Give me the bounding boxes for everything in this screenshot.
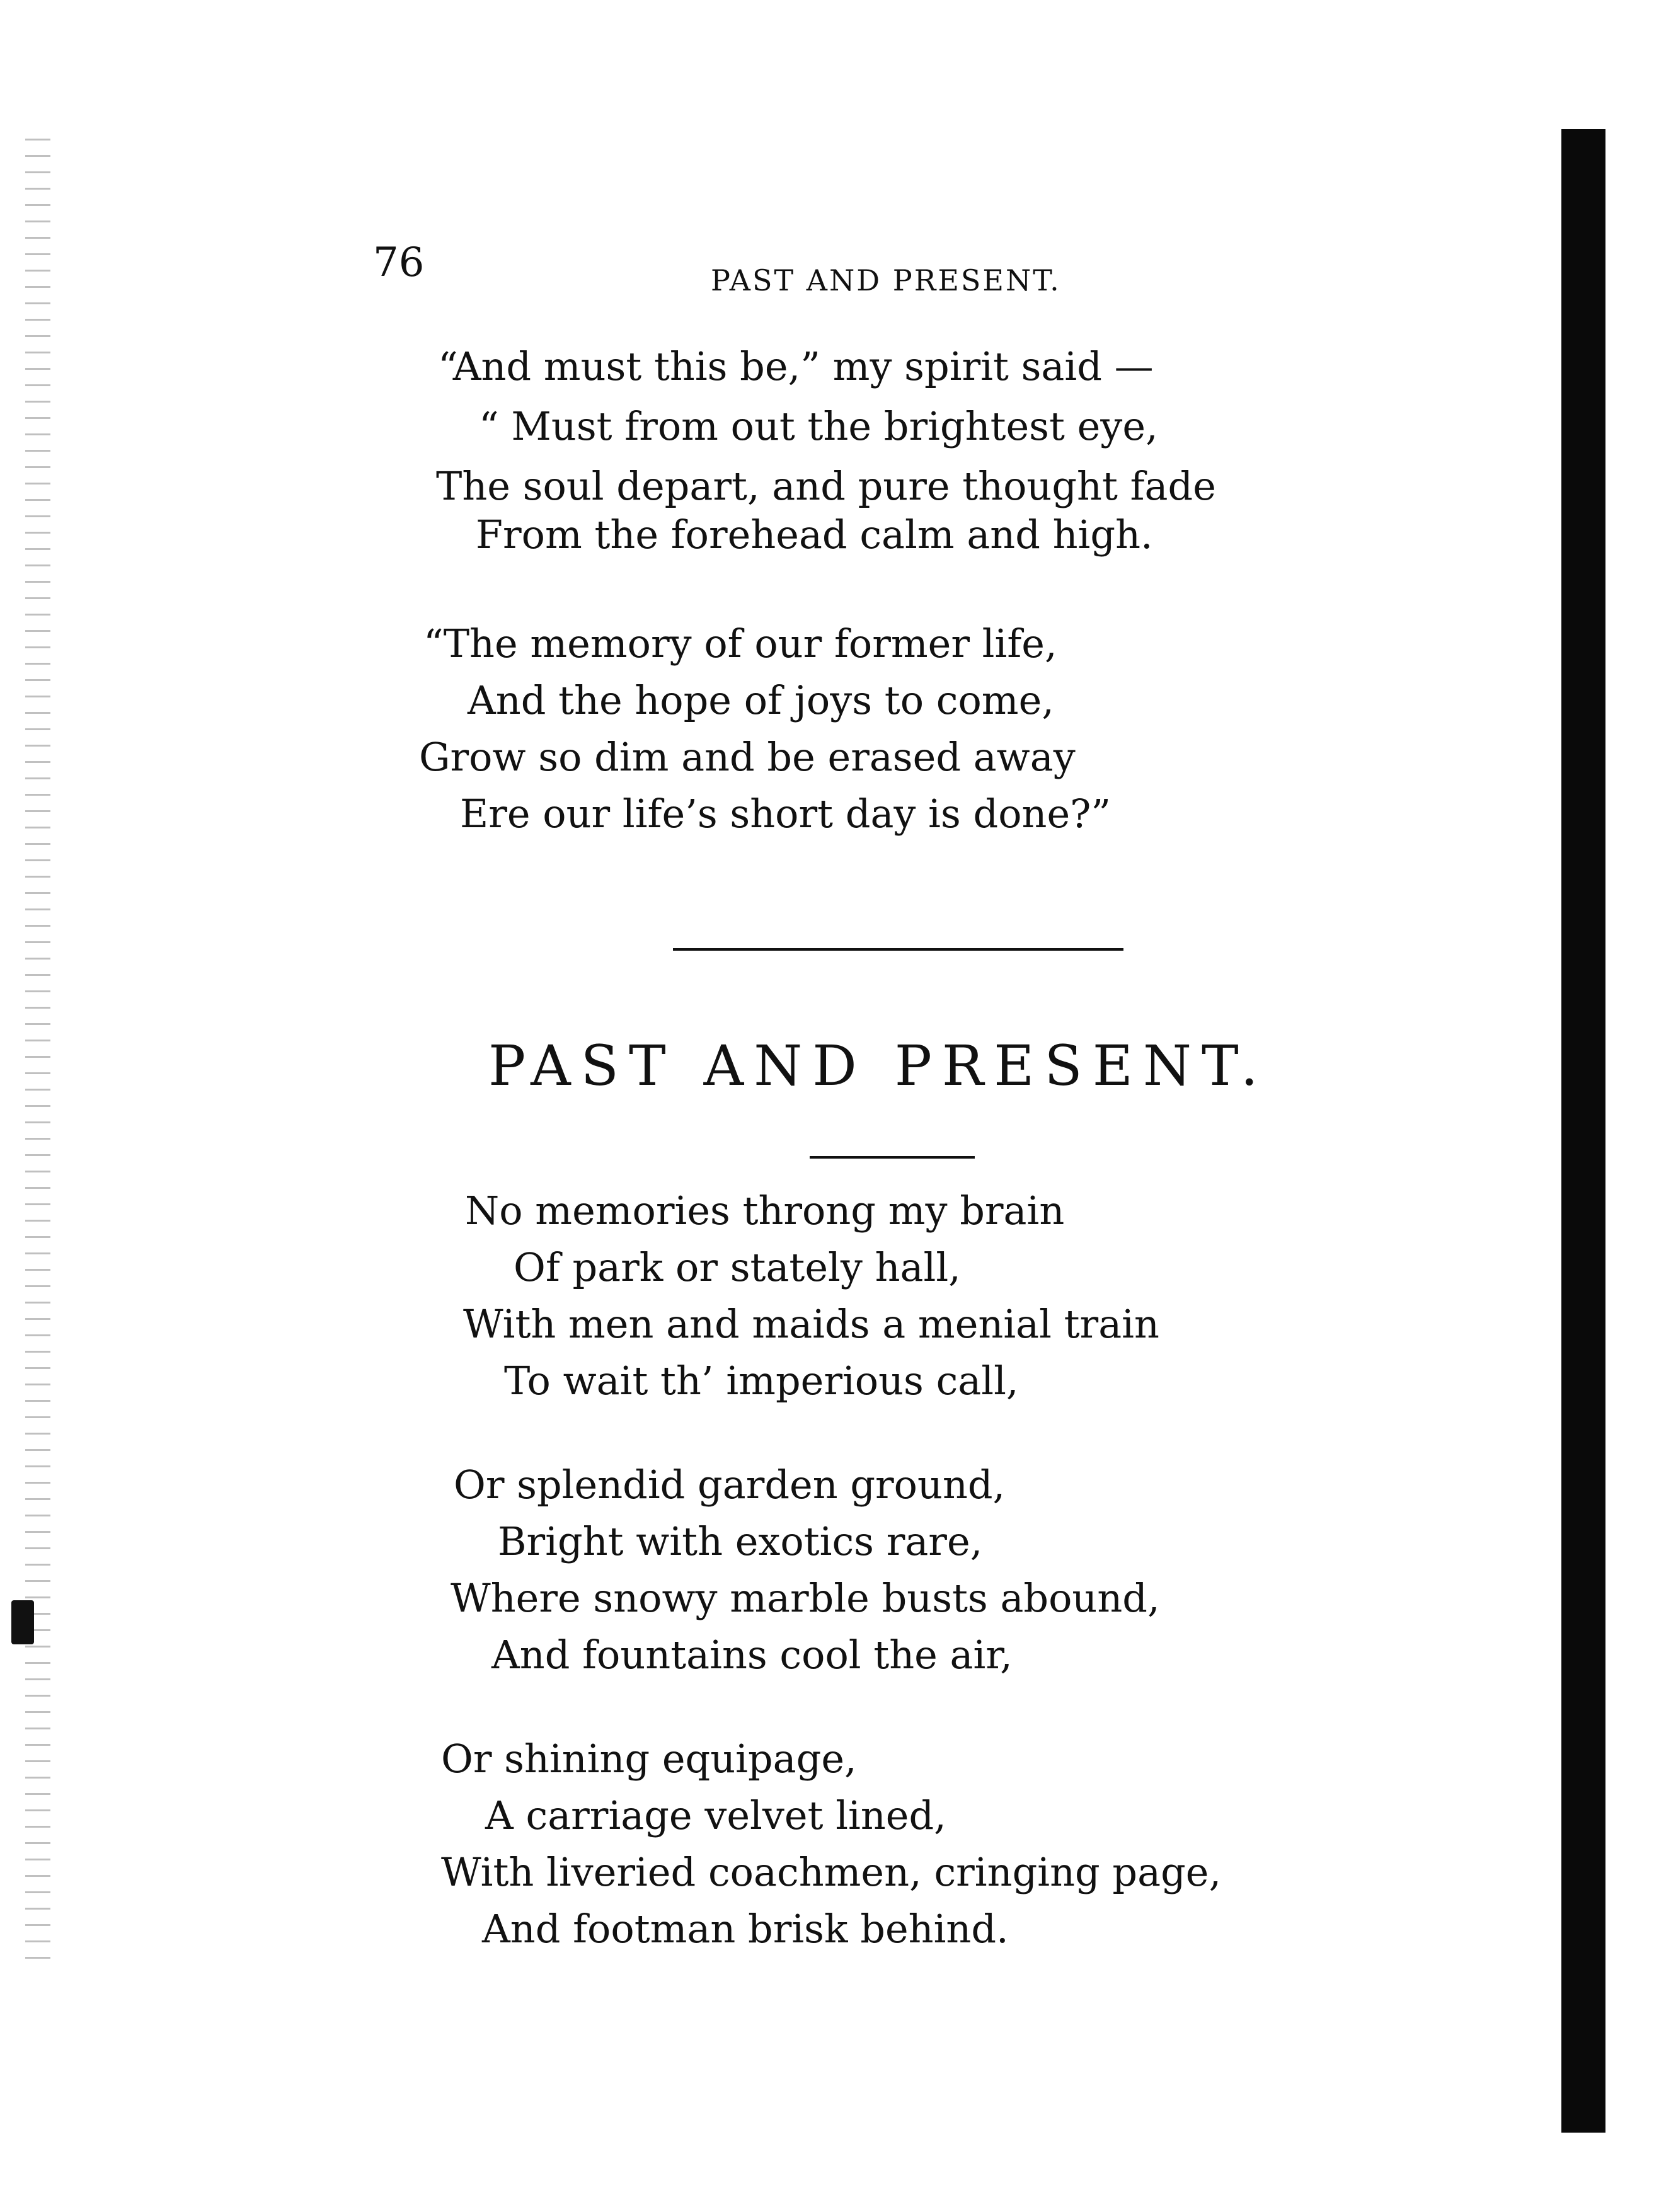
poem-line: Or splendid garden ground, xyxy=(454,1462,1006,1508)
title-underline xyxy=(810,1156,975,1159)
poem-line: To wait th’ imperious call, xyxy=(504,1358,1019,1404)
poem-line: And footman brisk behind. xyxy=(482,1906,1009,1952)
poem-line: Of park or stately hall, xyxy=(514,1244,961,1290)
poem-line: Grow so dim and be erased away xyxy=(419,734,1076,780)
poem-line: “ Must from out the brightest eye, xyxy=(479,403,1158,449)
poem-line: From the forehead calm and high. xyxy=(476,512,1153,558)
poem-line: Ere our life’s short day is done?” xyxy=(460,791,1111,837)
poem-line: And fountains cool the air, xyxy=(491,1632,1013,1678)
poem-line: And the hope of joys to come, xyxy=(468,677,1054,723)
poem-line: Where snowy marble busts abound, xyxy=(451,1575,1160,1621)
binding-edge-mark xyxy=(11,1600,34,1644)
poem-line: Or shining equipage, xyxy=(441,1736,857,1782)
poem-line: The soul depart, and pure thought fade xyxy=(436,463,1216,509)
poem-line: A carriage velvet lined, xyxy=(485,1792,946,1838)
poem-line: Bright with exotics rare, xyxy=(498,1518,983,1564)
poem-line: “And must this be,” my spirit said — xyxy=(438,343,1154,389)
running-header: PAST AND PRESENT. xyxy=(711,263,1061,297)
binding-edge-noise xyxy=(25,139,50,1966)
poem-line: With liveried coachmen, cringing page, xyxy=(441,1849,1222,1895)
page-number: 76 xyxy=(373,239,425,286)
page-edge-shadow xyxy=(1561,129,1605,2133)
poem-line: No memories throng my brain xyxy=(465,1188,1065,1234)
poem-title: PAST AND PRESENT. xyxy=(488,1033,1268,1098)
poem-line: With men and maids a menial train xyxy=(463,1301,1159,1347)
poem-line: “The memory of our former life, xyxy=(423,621,1057,667)
section-divider xyxy=(673,948,1123,951)
